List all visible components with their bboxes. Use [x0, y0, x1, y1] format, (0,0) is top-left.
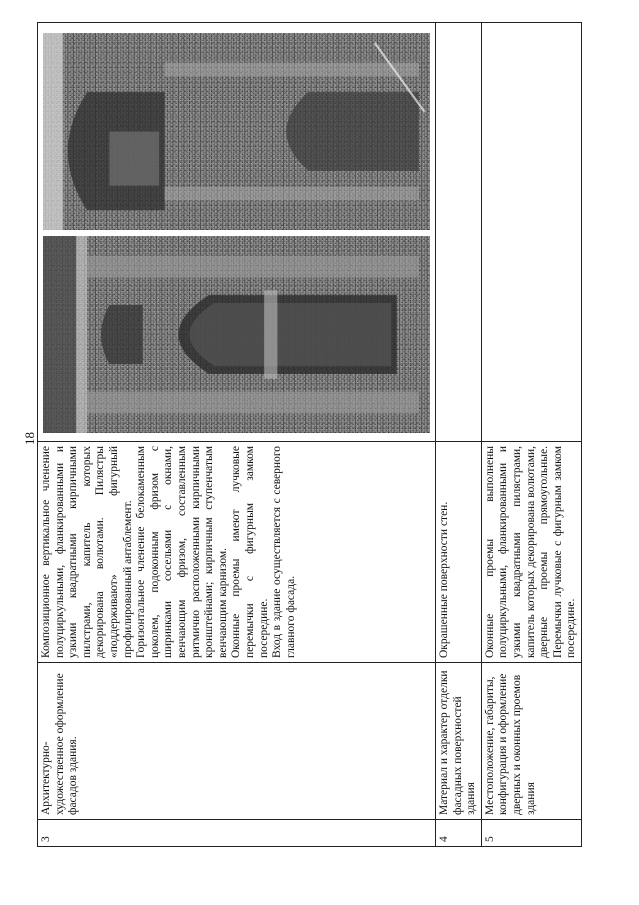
empty-cell [481, 23, 581, 442]
description-paragraph: Окрашенные поверхности стен. [438, 501, 450, 658]
table-row [436, 23, 482, 847]
row-name: Архитектурно-художественное оформление фасадов здания. [38, 663, 436, 820]
facade-photo-2 [43, 33, 430, 230]
empty-cell [436, 23, 482, 442]
row-description [481, 442, 581, 663]
description-paragraph: Композиционное вертикальное членение полуциркульными, фланкированными и узкими квадратными кирпичными пилстрами, капитель которых декорирована волютами. Пилястры «поддерживают» фигурный профилированный антаблемент. [40, 446, 134, 658]
row-number: 4 [436, 820, 482, 847]
description-paragraph: Оконные проемы имеют лучковые перемычки с фигурным замком посередине. [230, 446, 270, 658]
page-number: 18 [22, 432, 37, 445]
document-table-rotated [37, 22, 577, 847]
table-row [481, 23, 581, 847]
document-table [37, 22, 582, 847]
table-row [38, 23, 436, 847]
row-description [436, 442, 482, 663]
facade-photo-1 [43, 236, 430, 433]
row-description [38, 442, 436, 663]
row-name: Материал и характер отделки фасадных поверхностей здания [436, 663, 482, 820]
description-paragraph: Оконные проемы выполнены полуциркульными, фланкированными и узкими квадратными пилястрами, капитель которых декорирована волютами, дверные проемы прямоугольные. Перемычки лучковые с фигурным замком посередине. [483, 446, 578, 658]
row-number: 3 [38, 820, 436, 847]
description-paragraph: Вход в здание осуществляется с северного главного фасада. [271, 446, 297, 658]
description-paragraph: Горизонтальное членение белокаменным цоколем, подоконным фризом с ширинками сосельями с окнами, венчающим фризом, составленным ритмично расположенными кирпичными кронштейнами; кирпичным ступенчатым венчающим карнизом. [135, 446, 229, 658]
row-name: Местоположение, габариты, конфигурация и оформление дверных и оконных проемов здания [481, 663, 581, 820]
photo-cell [38, 23, 436, 442]
row-number: 5 [481, 820, 581, 847]
